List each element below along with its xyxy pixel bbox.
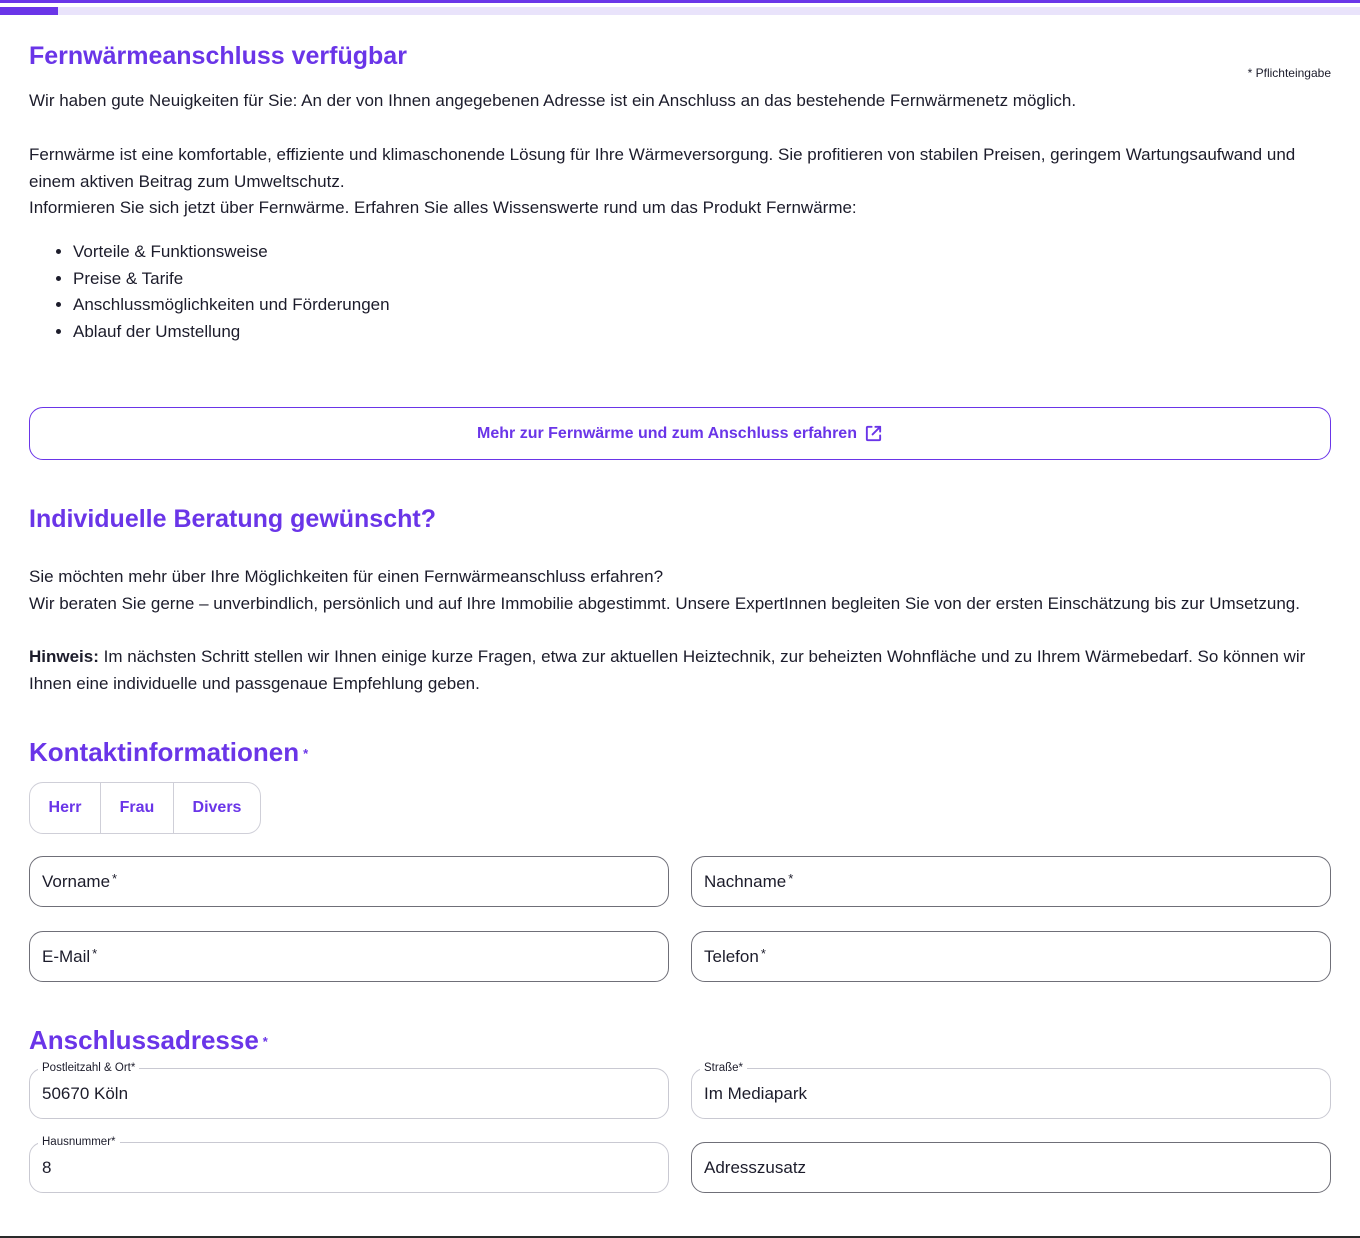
house-number-label: Hausnummer* [38, 1135, 120, 1149]
section-title-availability: Fernwärmeanschluss verfügbar [29, 42, 407, 70]
more-info-label: Mehr zur Fernwärme und zum Anschluss erfahren [477, 424, 857, 442]
list-item: • Vorteile & Funktionsweise [73, 239, 390, 266]
email-placeholder: E-Mail [42, 947, 91, 966]
first-name-placeholder: Vorname [42, 872, 111, 891]
postal-city-label: Postleitzahl & Ort* [38, 1061, 139, 1075]
street-field[interactable] [691, 1062, 1331, 1119]
postal-city-field[interactable] [29, 1062, 669, 1119]
salutation-divers-button[interactable]: Divers [173, 783, 260, 833]
progress-bar [0, 7, 1360, 15]
last-name-placeholder: Nachname [704, 872, 787, 891]
salutation-selector [29, 782, 261, 834]
external-link-icon [864, 424, 883, 443]
hint-body: Im nächsten Schritt stellen wir Ihnen einige kurze Fragen, etwa zur aktuellen Heiztechnik, zur beheizten Wohnfläche und zu Ihrem Wärmebedarf. So können wir Ihnen eine individuelle und passgenaue Empfehlung geben. [29, 647, 1306, 693]
progress-bar-fill [0, 7, 58, 15]
address-extra-field[interactable] [691, 1142, 1331, 1193]
required-star: * [303, 746, 309, 761]
availability-info: Informieren Sie sich jetzt über Fernwärme. Erfahren Sie alles Wissenswerte rund um das Produkt Fernwärme: [29, 198, 857, 217]
list-item: • Preise & Tarife [73, 266, 390, 293]
street-value: Im Mediapark [704, 1084, 807, 1103]
first-name-field[interactable] [29, 856, 669, 907]
consulting-line-1: Sie möchten mehr über Ihre Möglichkeiten für einen Fernwärmeanschluss erfahren? [29, 567, 664, 586]
phone-placeholder: Telefon [704, 947, 759, 966]
required-star: * [788, 871, 794, 886]
section-title-consulting: Individuelle Beratung gewünscht? [29, 505, 436, 533]
required-note: * Pflichteingabe [1247, 66, 1331, 80]
availability-body: Fernwärme ist eine komfortable, effiziente und klimaschonende Lösung für Ihre Wärmeversorgung. Sie profitieren von stabilen Preisen, geringem Wartungsaufwand und einem aktiven Beitrag zum Umweltschutz. [29, 145, 1296, 191]
benefit-list [29, 239, 390, 345]
required-star: * [112, 871, 118, 886]
address-extra-placeholder: Adresszusatz [704, 1158, 807, 1177]
availability-intro: Wir haben gute Neuigkeiten für Sie: An der von Ihnen angegebenen Adresse ist ein Anschluss an das bestehende Fernwärmenetz möglich. [29, 91, 1077, 110]
more-info-button[interactable] [29, 407, 1331, 460]
consulting-text [29, 564, 1334, 617]
email-field[interactable] [29, 931, 669, 982]
required-star: * [760, 946, 766, 961]
section-title-address [29, 1025, 268, 1056]
section-title-contact [29, 737, 308, 768]
required-star: * [92, 946, 98, 961]
hint-text [29, 644, 1334, 697]
address-title: Anschlussadresse [29, 1025, 259, 1055]
hint-label: Hinweis: [29, 647, 99, 666]
house-number-value: 8 [42, 1158, 52, 1177]
salutation-herr-button[interactable]: Herr [48, 799, 82, 816]
top-accent-line [0, 0, 1360, 3]
street-label: Straße* [700, 1061, 747, 1075]
list-item: • Ablauf der Umstellung [73, 319, 390, 346]
last-name-field[interactable] [691, 856, 1331, 907]
required-star: * [262, 1034, 268, 1049]
list-item: • Anschlussmöglichkeiten und Förderungen [73, 292, 390, 319]
house-number-field[interactable] [29, 1136, 669, 1193]
postal-city-value: 50670 Köln [42, 1084, 129, 1103]
salutation-frau-button[interactable]: Frau [100, 783, 173, 833]
consulting-line-2: Wir beraten Sie gerne – unverbindlich, persönlich und auf Ihre Immobilie abgestimmt. Unsere ExpertInnen begleiten Sie von der ersten Einschätzung bis zur Umsetzung. [29, 593, 1300, 613]
contact-title: Kontaktinformationen [29, 737, 300, 767]
phone-field[interactable] [691, 931, 1331, 982]
